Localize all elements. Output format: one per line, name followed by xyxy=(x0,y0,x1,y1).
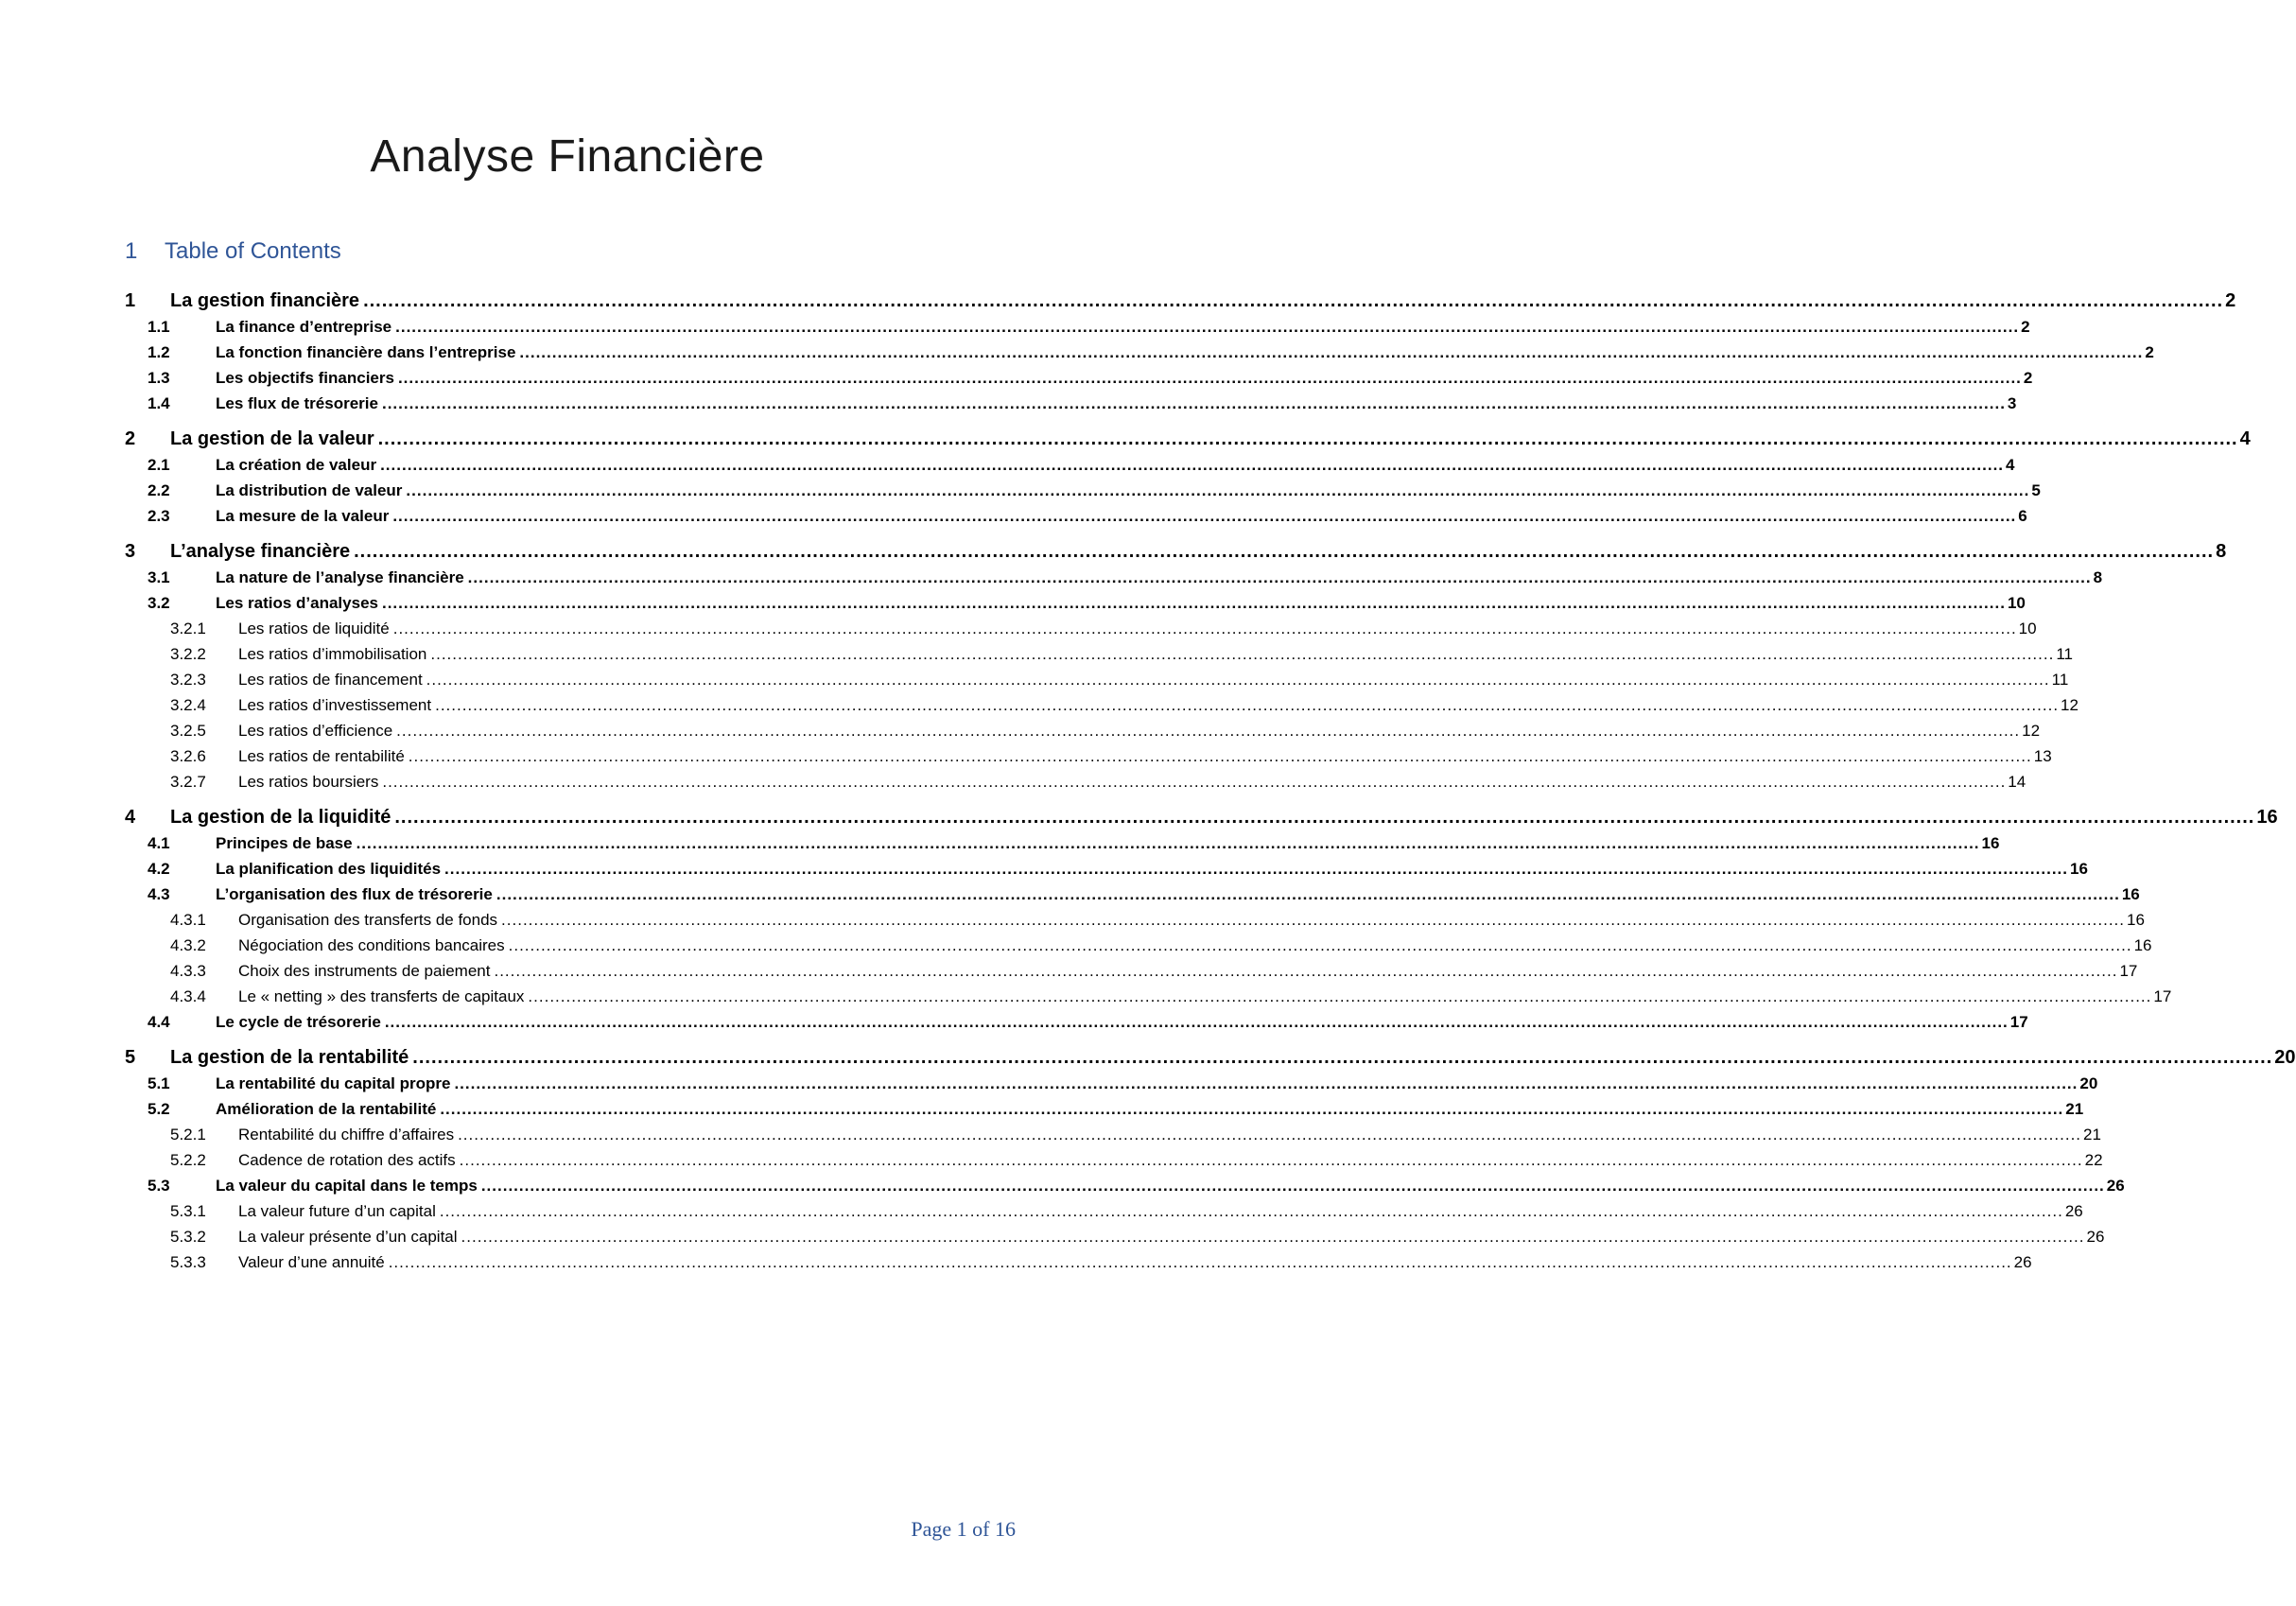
toc-entry-page: 2 xyxy=(2023,369,2033,387)
toc-entry[interactable] xyxy=(125,769,2026,794)
toc-entry-number: 2.2 xyxy=(148,481,170,499)
toc-entry-label: La gestion de la valeur xyxy=(170,428,374,449)
toc-entry-number: 1.4 xyxy=(148,394,170,412)
toc-entry[interactable] xyxy=(125,1122,2101,1147)
toc-entry[interactable] xyxy=(125,1173,2125,1198)
toc-entry[interactable] xyxy=(125,907,2145,933)
toc-entry-page: 16 xyxy=(1981,834,2000,852)
toc-entry-number: 3.1 xyxy=(148,568,170,586)
toc-entry-page: 16 xyxy=(2127,911,2145,929)
toc-entry-page: 26 xyxy=(2064,1202,2083,1220)
toc-entry-label: L’analyse financière xyxy=(170,541,351,562)
toc-dot-leader: ............................................................................................................................................................................................................................................................................................................ xyxy=(459,1151,2083,1169)
toc-entry-number: 4.1 xyxy=(148,834,170,852)
toc-entry[interactable] xyxy=(125,933,2152,958)
toc-dot-leader: ............................................................................................................................................................................................................................................................................................................ xyxy=(508,936,2132,954)
toc-dot-leader: ............................................................................................................................................................................................................................................................................................................ xyxy=(356,834,1980,852)
toc-entry-page: 16 xyxy=(2133,936,2152,954)
toc-entry[interactable] xyxy=(125,391,2017,416)
toc-entry-number: 2 xyxy=(125,428,136,449)
toc-dot-leader: ............................................................................................................................................................................................................................................................................................................ xyxy=(377,428,2238,449)
toc-entry-page: 8 xyxy=(2093,568,2103,586)
toc-entry-label: La valeur du capital dans le temps xyxy=(216,1177,478,1195)
toc-entry-label: La gestion financière xyxy=(170,290,360,311)
toc-entry-number: 1.1 xyxy=(148,318,170,336)
toc-entry-page: 13 xyxy=(2033,747,2052,765)
toc-entry-label: La mesure de la valeur xyxy=(216,507,390,525)
toc-dot-leader: ............................................................................................................................................................................................................................................................................................................ xyxy=(394,807,2255,828)
toc-dot-leader: ............................................................................................................................................................................................................................................................................................................ xyxy=(381,394,2006,412)
toc-entry-page: 16 xyxy=(2070,860,2088,878)
toc-entry-label: Les objectifs financiers xyxy=(216,369,394,387)
toc-entry-label: Les ratios boursiers xyxy=(238,773,379,791)
toc-entry[interactable] xyxy=(125,1224,2105,1249)
toc-entry-label: La gestion de la rentabilité xyxy=(170,1047,409,1068)
toc-entry-number: 5.3.3 xyxy=(170,1253,206,1271)
toc-entry-label: Les ratios d’analyses xyxy=(216,594,378,612)
toc-entry-page: 20 xyxy=(2079,1074,2098,1092)
toc-entry-label: Les flux de trésorerie xyxy=(216,394,378,412)
toc-entry[interactable] xyxy=(125,856,2088,882)
toc-entry-page: 14 xyxy=(2008,773,2026,791)
toc-dot-leader: ............................................................................................................................................................................................................................................................................................................ xyxy=(426,671,2050,689)
toc-entry-page: 26 xyxy=(2106,1177,2125,1195)
toc-entry-number: 4.3.4 xyxy=(170,987,206,1005)
toc-dot-leader: ............................................................................................................................................................................................................................................................................................................ xyxy=(519,343,2144,361)
toc-entry-number: 3.2.5 xyxy=(170,722,206,740)
toc-entry-page: 10 xyxy=(2018,620,2037,637)
toc-entry-page: 8 xyxy=(2216,541,2227,562)
toc-entry[interactable] xyxy=(125,427,2251,452)
toc-entry-page: 17 xyxy=(2153,987,2172,1005)
toc-dot-leader: ............................................................................................................................................................................................................................................................................................................ xyxy=(396,722,2021,740)
toc-entry-label: Cadence de rotation des actifs xyxy=(238,1151,456,1169)
toc-entry-number: 5.3.2 xyxy=(170,1228,206,1246)
toc-entry-number: 4.3.1 xyxy=(170,911,206,929)
toc-entry[interactable] xyxy=(125,565,2103,590)
toc-dot-leader: ............................................................................................................................................................................................................................................................................................................ xyxy=(395,318,2020,336)
toc-entry-page: 16 xyxy=(2256,807,2278,828)
toc-entry-number: 5 xyxy=(125,1047,136,1068)
toc-dot-leader: ............................................................................................................................................................................................................................................................................................................ xyxy=(439,1202,2063,1220)
toc-dot-leader: ............................................................................................................................................................................................................................................................................................................ xyxy=(380,456,2005,474)
toc-entry-page: 20 xyxy=(2274,1047,2296,1068)
toc-entry-label: Le cycle de trésorerie xyxy=(216,1013,381,1031)
page-footer: Page 1 of 16 xyxy=(911,1517,1016,1541)
toc-entry[interactable] xyxy=(125,692,2079,718)
toc-dot-leader: ............................................................................................................................................................................................................................................................................................................ xyxy=(501,911,2125,929)
toc-entry-page: 26 xyxy=(2086,1228,2105,1246)
toc-entry[interactable] xyxy=(125,667,2069,692)
toc-entry-page: 12 xyxy=(2022,722,2041,740)
toc-entry[interactable] xyxy=(125,314,2030,340)
toc-dot-leader: ............................................................................................................................................................................................................................................................................................................ xyxy=(381,594,2006,612)
toc-entry-label: Valeur d’une annuité xyxy=(238,1253,385,1271)
toc-entry-label: Les ratios d’efficience xyxy=(238,722,393,740)
toc-entry-label: Les ratios de liquidité xyxy=(238,620,390,637)
toc-entry-label: La finance d’entreprise xyxy=(216,318,392,336)
toc-entry-label: La distribution de valeur xyxy=(216,481,403,499)
toc-entry[interactable] xyxy=(125,503,2027,529)
toc-entry-number: 1.2 xyxy=(148,343,170,361)
toc-dot-leader: ............................................................................................................................................................................................................................................................................................................ xyxy=(392,620,2017,637)
toc-entry[interactable] xyxy=(125,641,2073,667)
toc-entry[interactable] xyxy=(125,340,2154,365)
toc-entry[interactable] xyxy=(125,365,2033,391)
toc-entry-label: La nature de l’analyse financière xyxy=(216,568,464,586)
toc-entry[interactable] xyxy=(125,590,2026,616)
toc-entry-page: 2 xyxy=(2021,318,2030,336)
toc-entry-page: 6 xyxy=(2018,507,2027,525)
toc-entry-number: 3.2 xyxy=(148,594,170,612)
toc-entry-page: 17 xyxy=(2009,1013,2028,1031)
toc-entry[interactable] xyxy=(125,1045,2296,1071)
toc-entry-number: 5.3.1 xyxy=(170,1202,206,1220)
toc-entry-number: 4 xyxy=(125,807,136,828)
table-of-contents xyxy=(125,288,2296,1275)
toc-entry-page: 5 xyxy=(2031,481,2041,499)
toc-entry-label: La valeur présente d’un capital xyxy=(238,1228,458,1246)
toc-dot-leader: ............................................................................................................................................................................................................................................................................................................ xyxy=(408,747,2032,765)
toc-entry-page: 3 xyxy=(2007,394,2017,412)
toc-entry[interactable] xyxy=(125,1198,2083,1224)
toc-dot-leader: ............................................................................................................................................................................................................................................................................................................ xyxy=(382,773,2007,791)
toc-entry[interactable] xyxy=(125,718,2041,743)
toc-entry-label: La fonction financière dans l’entreprise xyxy=(216,343,516,361)
toc-entry-label: Les ratios de financement xyxy=(238,671,423,689)
toc-dot-leader: ............................................................................................................................................................................................................................................................................................................ xyxy=(454,1074,2079,1092)
toc-dot-leader: ............................................................................................................................................................................................................................................................................................................ xyxy=(458,1126,2082,1143)
toc-entry-label: Les ratios de rentabilité xyxy=(238,747,405,765)
toc-entry[interactable] xyxy=(125,882,2140,907)
toc-entry[interactable] xyxy=(125,743,2052,769)
toc-dot-leader: ............................................................................................................................................................................................................................................................................................................ xyxy=(467,568,2092,586)
toc-dot-leader: ............................................................................................................................................................................................................................................................................................................ xyxy=(461,1228,2085,1246)
toc-entry-label: Le « netting » des transferts de capitaux xyxy=(238,987,525,1005)
toc-entry-label: Les ratios d’investissement xyxy=(238,696,432,714)
toc-entry-page: 11 xyxy=(2051,671,2069,689)
toc-entry[interactable] xyxy=(125,1009,2028,1035)
toc-entry-page: 4 xyxy=(2006,456,2015,474)
toc-entry-number: 1 xyxy=(125,290,136,311)
toc-dot-leader: ............................................................................................................................................................................................................................................................................................................ xyxy=(430,645,2055,663)
toc-entry-number: 3.2.3 xyxy=(170,671,206,689)
toc-entry[interactable] xyxy=(125,984,2172,1009)
toc-entry-label: La gestion de la liquidité xyxy=(170,807,391,828)
toc-entry-label: La création de valeur xyxy=(216,456,377,474)
toc-dot-leader: ............................................................................................................................................................................................................................................................................................................ xyxy=(388,1253,2012,1271)
toc-entry-number: 5.1 xyxy=(148,1074,170,1092)
toc-entry-number: 3.2.1 xyxy=(170,620,206,637)
toc-entry-number: 3.2.6 xyxy=(170,747,206,765)
toc-dot-leader: ............................................................................................................................................................................................................................................................................................................ xyxy=(384,1013,2009,1031)
toc-entry-number: 2.1 xyxy=(148,456,170,474)
toc-entry[interactable] xyxy=(125,1249,2032,1275)
toc-dot-leader: ............................................................................................................................................................................................................................................................................................................ xyxy=(494,962,2118,980)
toc-entry-label: La valeur future d’un capital xyxy=(238,1202,436,1220)
toc-entry-page: 21 xyxy=(2083,1126,2101,1143)
toc-entry-number: 3 xyxy=(125,541,136,562)
toc-entry-label: La planification des liquidités xyxy=(216,860,442,878)
toc-dot-leader: ............................................................................................................................................................................................................................................................................................................ xyxy=(412,1047,2273,1068)
toc-entry-page: 12 xyxy=(2061,696,2079,714)
toc-dot-leader: ............................................................................................................................................................................................................................................................................................................ xyxy=(397,369,2022,387)
toc-entry-label: Négociation des conditions bancaires xyxy=(238,936,505,954)
toc-entry[interactable] xyxy=(125,1071,2098,1096)
toc-entry-label: Rentabilité du chiffre d’affaires xyxy=(238,1126,455,1143)
toc-entry[interactable] xyxy=(125,616,2037,641)
toc-entry-label: Principes de base xyxy=(216,834,353,852)
toc-entry-number: 3.2.2 xyxy=(170,645,206,663)
toc-entry-number: 2.3 xyxy=(148,507,170,525)
toc-entry-page: 10 xyxy=(2007,594,2026,612)
toc-entry[interactable] xyxy=(125,958,2138,984)
toc-entry[interactable] xyxy=(125,805,2278,830)
toc-heading-label: Table of Contents xyxy=(165,238,341,264)
toc-dot-leader: ............................................................................................................................................................................................................................................................................................................ xyxy=(480,1177,2105,1195)
toc-entry-page: 16 xyxy=(2121,885,2140,903)
toc-entry-number: 4.2 xyxy=(148,860,170,878)
toc-dot-leader: ............................................................................................................................................................................................................................................................................................................ xyxy=(363,290,2224,311)
toc-entry-number: 5.2.2 xyxy=(170,1151,206,1169)
toc-entry[interactable] xyxy=(125,830,2000,856)
toc-entry-page: 22 xyxy=(2084,1151,2103,1169)
toc-entry-page: 17 xyxy=(2119,962,2138,980)
toc-entry[interactable] xyxy=(125,478,2041,503)
toc-dot-leader: ............................................................................................................................................................................................................................................................................................................ xyxy=(440,1100,2064,1118)
toc-entry[interactable] xyxy=(125,539,2227,565)
toc-dot-leader: ............................................................................................................................................................................................................................................................................................................ xyxy=(406,481,2030,499)
toc-dot-leader: ............................................................................................................................................................................................................................................................................................................ xyxy=(528,987,2152,1005)
toc-dot-leader: ............................................................................................................................................................................................................................................................................................................ xyxy=(435,696,2060,714)
toc-entry[interactable] xyxy=(125,1147,2103,1173)
toc-entry-number: 1.3 xyxy=(148,369,170,387)
toc-heading xyxy=(125,238,341,265)
toc-dot-leader: ............................................................................................................................................................................................................................................................................................................ xyxy=(354,541,2215,562)
toc-entry-page: 2 xyxy=(2225,290,2236,311)
toc-heading-number: 1 xyxy=(125,238,138,264)
toc-entry-label: Amélioration de la rentabilité xyxy=(216,1100,437,1118)
toc-entry-label: Choix des instruments de paiement xyxy=(238,962,491,980)
toc-dot-leader: ............................................................................................................................................................................................................................................................................................................ xyxy=(444,860,2068,878)
toc-dot-leader: ............................................................................................................................................................................................................................................................................................................ xyxy=(496,885,2120,903)
toc-entry-number: 3.2.7 xyxy=(170,773,206,791)
toc-dot-leader: ............................................................................................................................................................................................................................................................................................................ xyxy=(392,507,2017,525)
toc-entry-number: 4.3.2 xyxy=(170,936,206,954)
document-title: Analyse Financière xyxy=(370,131,765,182)
toc-entry-label: Organisation des transferts de fonds xyxy=(238,911,498,929)
toc-entry[interactable] xyxy=(125,1096,2084,1122)
toc-entry-label: L’organisation des flux de trésorerie xyxy=(216,885,493,903)
toc-entry-label: Les ratios d’immobilisation xyxy=(238,645,427,663)
toc-entry-label: La rentabilité du capital propre xyxy=(216,1074,451,1092)
toc-entry[interactable] xyxy=(125,288,2236,314)
toc-entry-page: 26 xyxy=(2013,1253,2032,1271)
toc-entry-page: 2 xyxy=(2145,343,2154,361)
toc-entry-page: 4 xyxy=(2239,428,2251,449)
toc-entry-number: 4.3 xyxy=(148,885,170,903)
toc-entry[interactable] xyxy=(125,452,2015,478)
toc-entry-number: 5.2 xyxy=(148,1100,170,1118)
toc-entry-number: 4.3.3 xyxy=(170,962,206,980)
toc-entry-number: 5.2.1 xyxy=(170,1126,206,1143)
toc-entry-number: 4.4 xyxy=(148,1013,170,1031)
toc-entry-page: 21 xyxy=(2065,1100,2084,1118)
toc-entry-page: 11 xyxy=(2056,645,2073,663)
toc-entry-number: 5.3 xyxy=(148,1177,170,1195)
toc-entry-number: 3.2.4 xyxy=(170,696,206,714)
